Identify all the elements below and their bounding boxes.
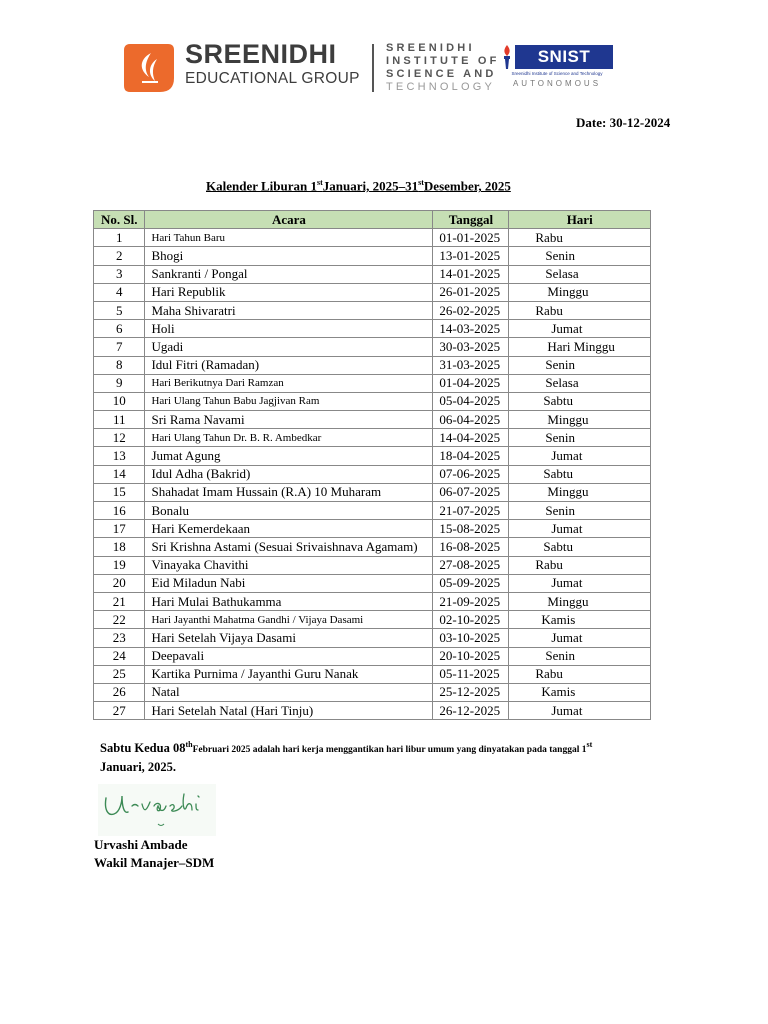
note-part2: Februari 2025 adalah hari kerja menggantikan hari libur umum yang dinyatakan pada tanggal 1 — [192, 745, 587, 756]
cell-tanggal: 25-12-2025 — [433, 683, 509, 701]
cell-tanggal: 30-03-2025 — [433, 338, 509, 356]
cell-no: 2 — [94, 247, 145, 265]
cell-acara: Hari Tahun Baru — [145, 229, 433, 247]
cell-no: 11 — [94, 411, 145, 429]
cell-hari: Sabtu — [509, 465, 651, 483]
cell-acara: Hari Setelah Natal (Hari Tinju) — [145, 702, 433, 720]
cell-acara: Sri Rama Navami — [145, 411, 433, 429]
table-row — [94, 483, 651, 501]
cell-hari: Jumat — [509, 574, 651, 592]
cell-acara: Natal — [145, 683, 433, 701]
cell-hari: Sabtu — [509, 392, 651, 410]
table-row — [94, 447, 651, 465]
title-sup1: st — [317, 178, 323, 187]
cell-no: 25 — [94, 665, 145, 683]
cell-no: 19 — [94, 556, 145, 574]
cell-no: 22 — [94, 611, 145, 629]
cell-tanggal: 20-10-2025 — [433, 647, 509, 665]
cell-tanggal: 21-09-2025 — [433, 592, 509, 610]
cell-acara: Kartika Purnima / Jayanthi Guru Nanak — [145, 665, 433, 683]
brand2-line2: INSTITUTE OF — [386, 55, 500, 67]
table-row — [94, 301, 651, 319]
signatory-title: Wakil Manajer–SDM — [94, 855, 215, 870]
cell-acara: Bonalu — [145, 502, 433, 520]
cell-tanggal: 06-07-2025 — [433, 483, 509, 501]
table-row — [94, 683, 651, 701]
cell-acara: Hari Berikutnya Dari Ramzan — [145, 374, 433, 392]
table-row — [94, 592, 651, 610]
cell-hari: Sabtu — [509, 538, 651, 556]
cell-tanggal: 05-04-2025 — [433, 392, 509, 410]
cell-hari: Minggu — [509, 592, 651, 610]
cell-no: 13 — [94, 447, 145, 465]
col-header-hari: Hari — [509, 211, 651, 229]
cell-no: 8 — [94, 356, 145, 374]
cell-hari: Senin — [509, 502, 651, 520]
cell-no: 4 — [94, 283, 145, 301]
cell-tanggal: 27-08-2025 — [433, 556, 509, 574]
table-row — [94, 502, 651, 520]
table-row — [94, 629, 651, 647]
cell-hari: Jumat — [509, 320, 651, 338]
note-sup1: th — [185, 740, 193, 749]
cell-no: 14 — [94, 465, 145, 483]
cell-acara: Jumat Agung — [145, 447, 433, 465]
table-row — [94, 465, 651, 483]
note-text — [100, 736, 690, 776]
cell-acara: Eid Miladun Nabi — [145, 574, 433, 592]
cell-acara: Sri Krishna Astami (Sesuai Srivaishnava Agamam) — [145, 538, 433, 556]
note-sup2: st — [586, 740, 593, 749]
title-sup2: st — [418, 178, 424, 187]
cell-acara: Hari Ulang Tahun Dr. B. R. Ambedkar — [145, 429, 433, 447]
cell-tanggal: 06-04-2025 — [433, 411, 509, 429]
cell-acara: Shahadat Imam Hussain (R.A) 10 Muharam — [145, 483, 433, 501]
cell-hari: Rabu — [509, 301, 651, 319]
cell-no: 27 — [94, 702, 145, 720]
table-row — [94, 702, 651, 720]
table-row — [94, 265, 651, 283]
cell-hari: Kamis — [509, 683, 651, 701]
torch-icon — [501, 44, 513, 70]
cell-no: 26 — [94, 683, 145, 701]
cell-tanggal: 26-12-2025 — [433, 702, 509, 720]
cell-tanggal: 18-04-2025 — [433, 447, 509, 465]
cell-tanggal: 01-01-2025 — [433, 229, 509, 247]
cell-acara: Maha Shivaratri — [145, 301, 433, 319]
cell-hari: Hari Minggu — [509, 338, 651, 356]
cell-no: 18 — [94, 538, 145, 556]
cell-hari: Rabu — [509, 229, 651, 247]
cell-acara: Hari Kemerdekaan — [145, 520, 433, 538]
cell-tanggal: 13-01-2025 — [433, 247, 509, 265]
cell-no: 16 — [94, 502, 145, 520]
table-row — [94, 338, 651, 356]
cell-no: 7 — [94, 338, 145, 356]
cell-acara: Hari Mulai Bathukamma — [145, 592, 433, 610]
cell-hari: Jumat — [509, 447, 651, 465]
cell-tanggal: 14-03-2025 — [433, 320, 509, 338]
header-divider — [372, 44, 374, 92]
cell-no: 1 — [94, 229, 145, 247]
brand-institute — [386, 42, 500, 94]
table-header-row — [94, 211, 651, 229]
document-date: Date: 30-12-2024 — [576, 115, 671, 130]
cell-hari: Minggu — [509, 411, 651, 429]
cell-hari: Selasa — [509, 374, 651, 392]
table-row — [94, 611, 651, 629]
cell-no: 15 — [94, 483, 145, 501]
cell-tanggal: 26-02-2025 — [433, 301, 509, 319]
signature-image — [98, 784, 216, 836]
sreenidhi-logo-icon — [124, 44, 174, 92]
cell-no: 6 — [94, 320, 145, 338]
snist-logo — [501, 44, 613, 92]
cell-no: 10 — [94, 392, 145, 410]
col-header-acara: Acara — [145, 211, 433, 229]
brand1-subtitle: EDUCATIONAL GROUP — [185, 70, 360, 87]
title-part3: Desember, 2025 — [423, 178, 511, 194]
cell-no: 23 — [94, 629, 145, 647]
cell-no: 24 — [94, 647, 145, 665]
cell-hari: Jumat — [509, 629, 651, 647]
brand2-line4: TECHNOLOGY — [386, 81, 496, 93]
cell-hari: Selasa — [509, 265, 651, 283]
cell-tanggal: 15-08-2025 — [433, 520, 509, 538]
col-header-no: No. Sl. — [94, 211, 145, 229]
cell-tanggal: 21-07-2025 — [433, 502, 509, 520]
brand1-name: SREENIDHI — [185, 39, 337, 69]
table-row — [94, 229, 651, 247]
cell-acara: Hari Setelah Vijaya Dasami — [145, 629, 433, 647]
cell-hari: Rabu — [509, 556, 651, 574]
brand2-line1: SREENIDHI — [386, 42, 475, 54]
cell-no: 21 — [94, 592, 145, 610]
table-row — [94, 538, 651, 556]
col-header-tanggal: Tanggal — [433, 211, 509, 229]
cell-hari: Senin — [509, 247, 651, 265]
cell-tanggal: 31-03-2025 — [433, 356, 509, 374]
cell-acara: Holi — [145, 320, 433, 338]
cell-hari: Senin — [509, 356, 651, 374]
cell-hari: Jumat — [509, 520, 651, 538]
cell-acara: Idul Adha (Bakrid) — [145, 465, 433, 483]
cell-hari: Rabu — [509, 665, 651, 683]
table-row — [94, 429, 651, 447]
cell-acara: Idul Fitri (Ramadan) — [145, 356, 433, 374]
table-row — [94, 356, 651, 374]
note-part3: Januari, 2025. — [100, 760, 177, 775]
cell-acara: Bhogi — [145, 247, 433, 265]
cell-no: 17 — [94, 520, 145, 538]
cell-tanggal: 26-01-2025 — [433, 283, 509, 301]
cell-tanggal: 07-06-2025 — [433, 465, 509, 483]
table-row — [94, 574, 651, 592]
cell-tanggal: 02-10-2025 — [433, 611, 509, 629]
cell-hari: Kamis — [509, 611, 651, 629]
table-row — [94, 665, 651, 683]
cell-no: 5 — [94, 301, 145, 319]
note-part1: Sabtu Kedua 08 — [100, 741, 186, 756]
table-row — [94, 411, 651, 429]
brand-educational-group — [185, 40, 360, 88]
cell-tanggal: 05-09-2025 — [433, 574, 509, 592]
cell-no: 12 — [94, 429, 145, 447]
snist-subtitle: Sreenidhi Institute of Science and Technology — [511, 71, 603, 76]
table-row — [94, 520, 651, 538]
cell-tanggal: 03-10-2025 — [433, 629, 509, 647]
table-row — [94, 320, 651, 338]
cell-tanggal: 16-08-2025 — [433, 538, 509, 556]
cell-no: 3 — [94, 265, 145, 283]
table-row — [94, 283, 651, 301]
table-row — [94, 647, 651, 665]
title-part2: Januari, 2025–31 — [322, 178, 419, 194]
cell-tanggal: 14-01-2025 — [433, 265, 509, 283]
cell-no: 20 — [94, 574, 145, 592]
cell-hari: Minggu — [509, 483, 651, 501]
title-part1: Kalender Liburan 1 — [206, 178, 318, 194]
snist-label: SNIST — [515, 45, 613, 69]
cell-hari: Senin — [509, 647, 651, 665]
cell-acara: Deepavali — [145, 647, 433, 665]
cell-no: 9 — [94, 374, 145, 392]
cell-tanggal: 14-04-2025 — [433, 429, 509, 447]
table-row — [94, 392, 651, 410]
table-row — [94, 247, 651, 265]
cell-tanggal: 01-04-2025 — [433, 374, 509, 392]
brand2-line3: SCIENCE AND — [386, 68, 497, 80]
cell-acara: Hari Jayanthi Mahatma Gandhi / Vijaya Dasami — [145, 611, 433, 629]
cell-acara: Hari Republik — [145, 283, 433, 301]
cell-hari: Jumat — [509, 702, 651, 720]
cell-hari: Senin — [509, 429, 651, 447]
table-row — [94, 556, 651, 574]
cell-acara: Ugadi — [145, 338, 433, 356]
signatory-name: Urvashi Ambade — [94, 837, 188, 852]
cell-hari: Minggu — [509, 283, 651, 301]
table-row — [94, 374, 651, 392]
page-title — [206, 178, 511, 194]
cell-acara: Hari Ulang Tahun Babu Jagjivan Ram — [145, 392, 433, 410]
cell-acara: Vinayaka Chavithi — [145, 556, 433, 574]
holiday-table — [93, 210, 651, 720]
cell-tanggal: 05-11-2025 — [433, 665, 509, 683]
snist-autonomous: AUTONOMOUS — [512, 79, 602, 88]
cell-acara: Sankranti / Pongal — [145, 265, 433, 283]
